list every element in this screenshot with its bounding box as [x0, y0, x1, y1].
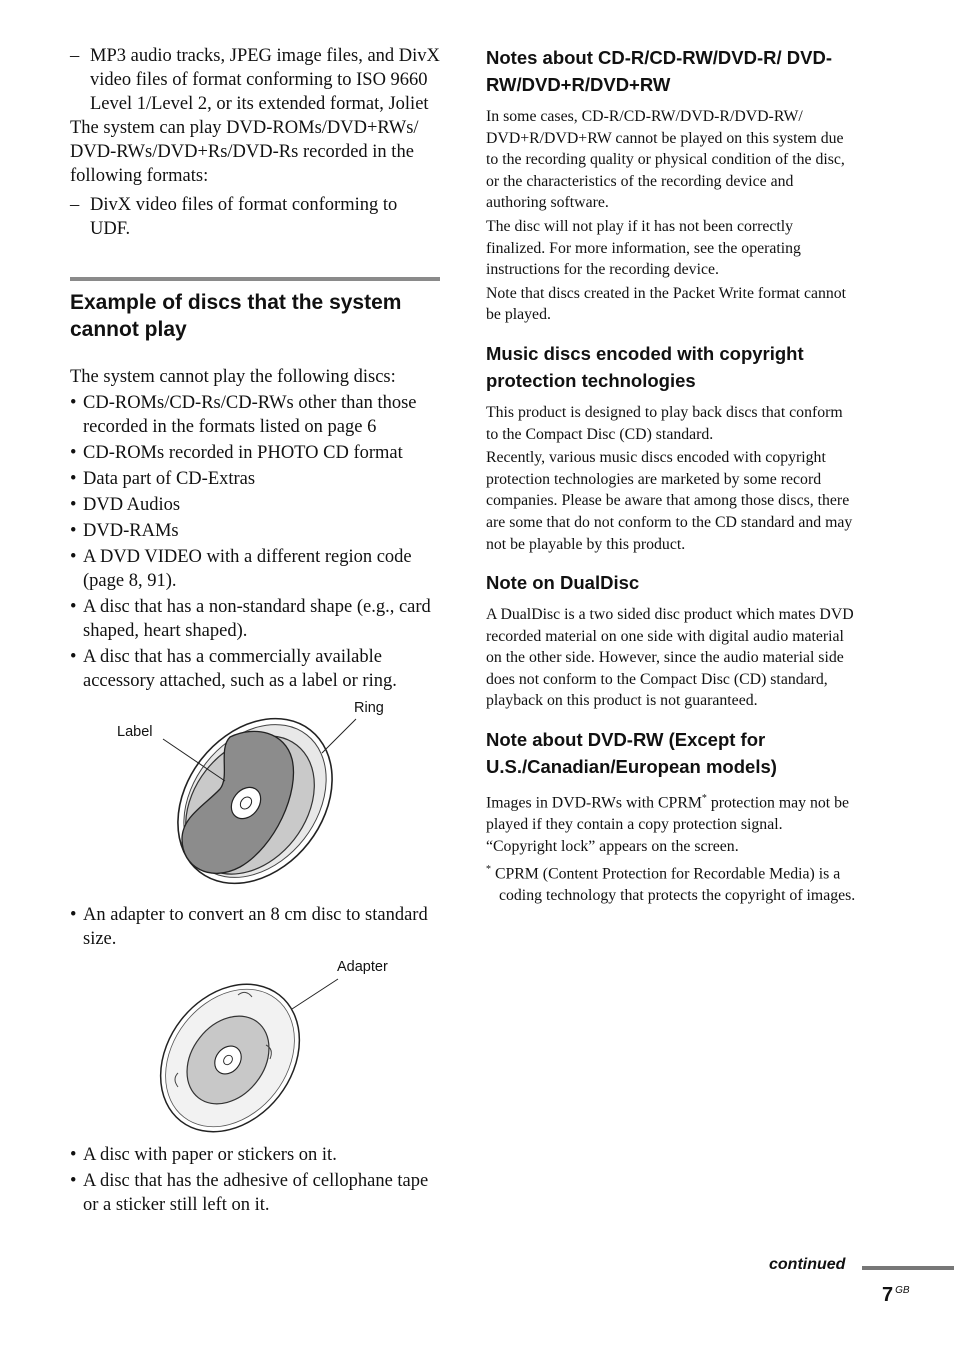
figure-label-ring	[70, 697, 440, 897]
figure-ring-text: Ring	[354, 700, 384, 716]
section-divider	[70, 277, 440, 281]
list-item: • DVD Audios	[70, 493, 440, 517]
right-column	[486, 44, 856, 909]
cannot-play-intro: The system cannot play the following discs:	[70, 367, 396, 387]
list-item: • A disc that has a non-standard shape (e.g., card shaped, heart shaped).	[70, 595, 440, 643]
section-title-cannot-play: Example of discs that the system cannot play	[70, 291, 402, 341]
paragraph: A DualDisc is a two sided disc product which mates DVD recorded material on one side with digital audio material on the other side. However, since the audio material side does not conform to the Compact Disc (CD) standard, playback on this product is not guaranteed.	[486, 606, 854, 710]
list-item: • CD-ROMs/CD-Rs/CD-RWs other than those recorded in the formats listed on page 6	[70, 391, 440, 439]
paragraph: In some cases, CD-R/CD-RW/DVD-R/DVD-RW/ DVD+R/DVD+RW cannot be played on this system due to the recording quality or physical condition of the disc, or the characteristics of the recording device and authoring software.	[486, 108, 845, 212]
list-item: • Data part of CD-Extras	[70, 467, 440, 491]
continued-bar	[862, 1266, 954, 1270]
figure-adapter	[70, 953, 440, 1133]
page-suffix: GB	[895, 1285, 910, 1296]
list-item: • A disc that has a commercially available accessory attached, such as a label or ring.	[70, 645, 440, 693]
disc-with-label-illustration	[70, 697, 440, 897]
list-item: • A disc that has the adhesive of cellophane tape or a sticker still left on it.	[70, 1169, 440, 1217]
dash-item-formats-joliet: – MP3 audio tracks, JPEG image files, and DivX video files of format conforming to ISO 9660 Level 1/Level 2, or its extended format, Joliet	[70, 44, 440, 116]
list-item: • A disc with paper or stickers on it.	[70, 1143, 440, 1167]
heading-dualdisc: Note on DualDisc	[486, 572, 640, 594]
figure-adapter-text: Adapter	[337, 959, 388, 975]
paragraph: Note that discs created in the Packet Write format cannot be played.	[486, 284, 847, 324]
paragraph: The disc will not play if it has not been correctly finalized. For more information, see the operating instructions for the recording device.	[486, 217, 801, 279]
sticker-list	[70, 1143, 440, 1217]
footnote-marker: *	[701, 793, 707, 805]
list-item: • An adapter to convert an 8 cm disc to standard size.	[70, 903, 440, 951]
heading-music-discs-copyright: Music discs encoded with copyright protection technologies	[486, 342, 804, 391]
adapter-illustration	[70, 953, 440, 1133]
page-number	[882, 1284, 910, 1307]
paragraph: This product is designed to play back discs that conform to the Compact Disc (CD) standard.	[486, 403, 843, 443]
heading-notes-cd-dvd: Notes about CD-R/CD-RW/DVD-R/ DVD-RW/DVD+R/DVD+RW	[486, 47, 832, 95]
list-item: • CD-ROMs recorded in PHOTO CD format	[70, 441, 440, 465]
paragraph-cprm	[486, 788, 856, 857]
page-number-value: 7	[882, 1284, 894, 1306]
cprm-text-a: Images in DVD-RWs with CPRM	[486, 794, 702, 812]
footnote-text: CPRM (Content Protection for Recordable Media) is a coding technology that protects the copyright of images.	[491, 865, 856, 904]
continued-label: continued	[769, 1256, 846, 1273]
dash-item-divx-udf: – DivX video files of format conforming to UDF.	[70, 193, 440, 241]
left-column	[70, 44, 440, 1219]
cannot-play-list	[70, 391, 440, 693]
list-item: • A DVD VIDEO with a different region code (page 8, 91).	[70, 545, 440, 593]
list-item: • DVD-RAMs	[70, 519, 440, 543]
footnote-marker: *	[486, 864, 491, 876]
footnote	[486, 859, 856, 906]
heading-dvd-rw-note: Note about DVD-RW (Except for U.S./Canadian/European models)	[486, 729, 777, 778]
cprm-text-b: protection may not be played if they contain a copy protection signal. “Copyright lock” appears on the screen.	[486, 794, 850, 855]
figure-label-text: Label	[117, 724, 153, 740]
dvd-formats-paragraph: The system can play DVD-ROMs/DVD+RWs/ DVD-RWs/DVD+Rs/DVD-Rs recorded in the following formats:	[70, 118, 419, 186]
adapter-list	[70, 903, 440, 951]
paragraph: Recently, various music discs encoded with copyright protection technologies are marketed by some record companies. Please be aware that among those discs, there are some that do not conform to the CD standard and may not be playable by this product.	[486, 449, 853, 553]
